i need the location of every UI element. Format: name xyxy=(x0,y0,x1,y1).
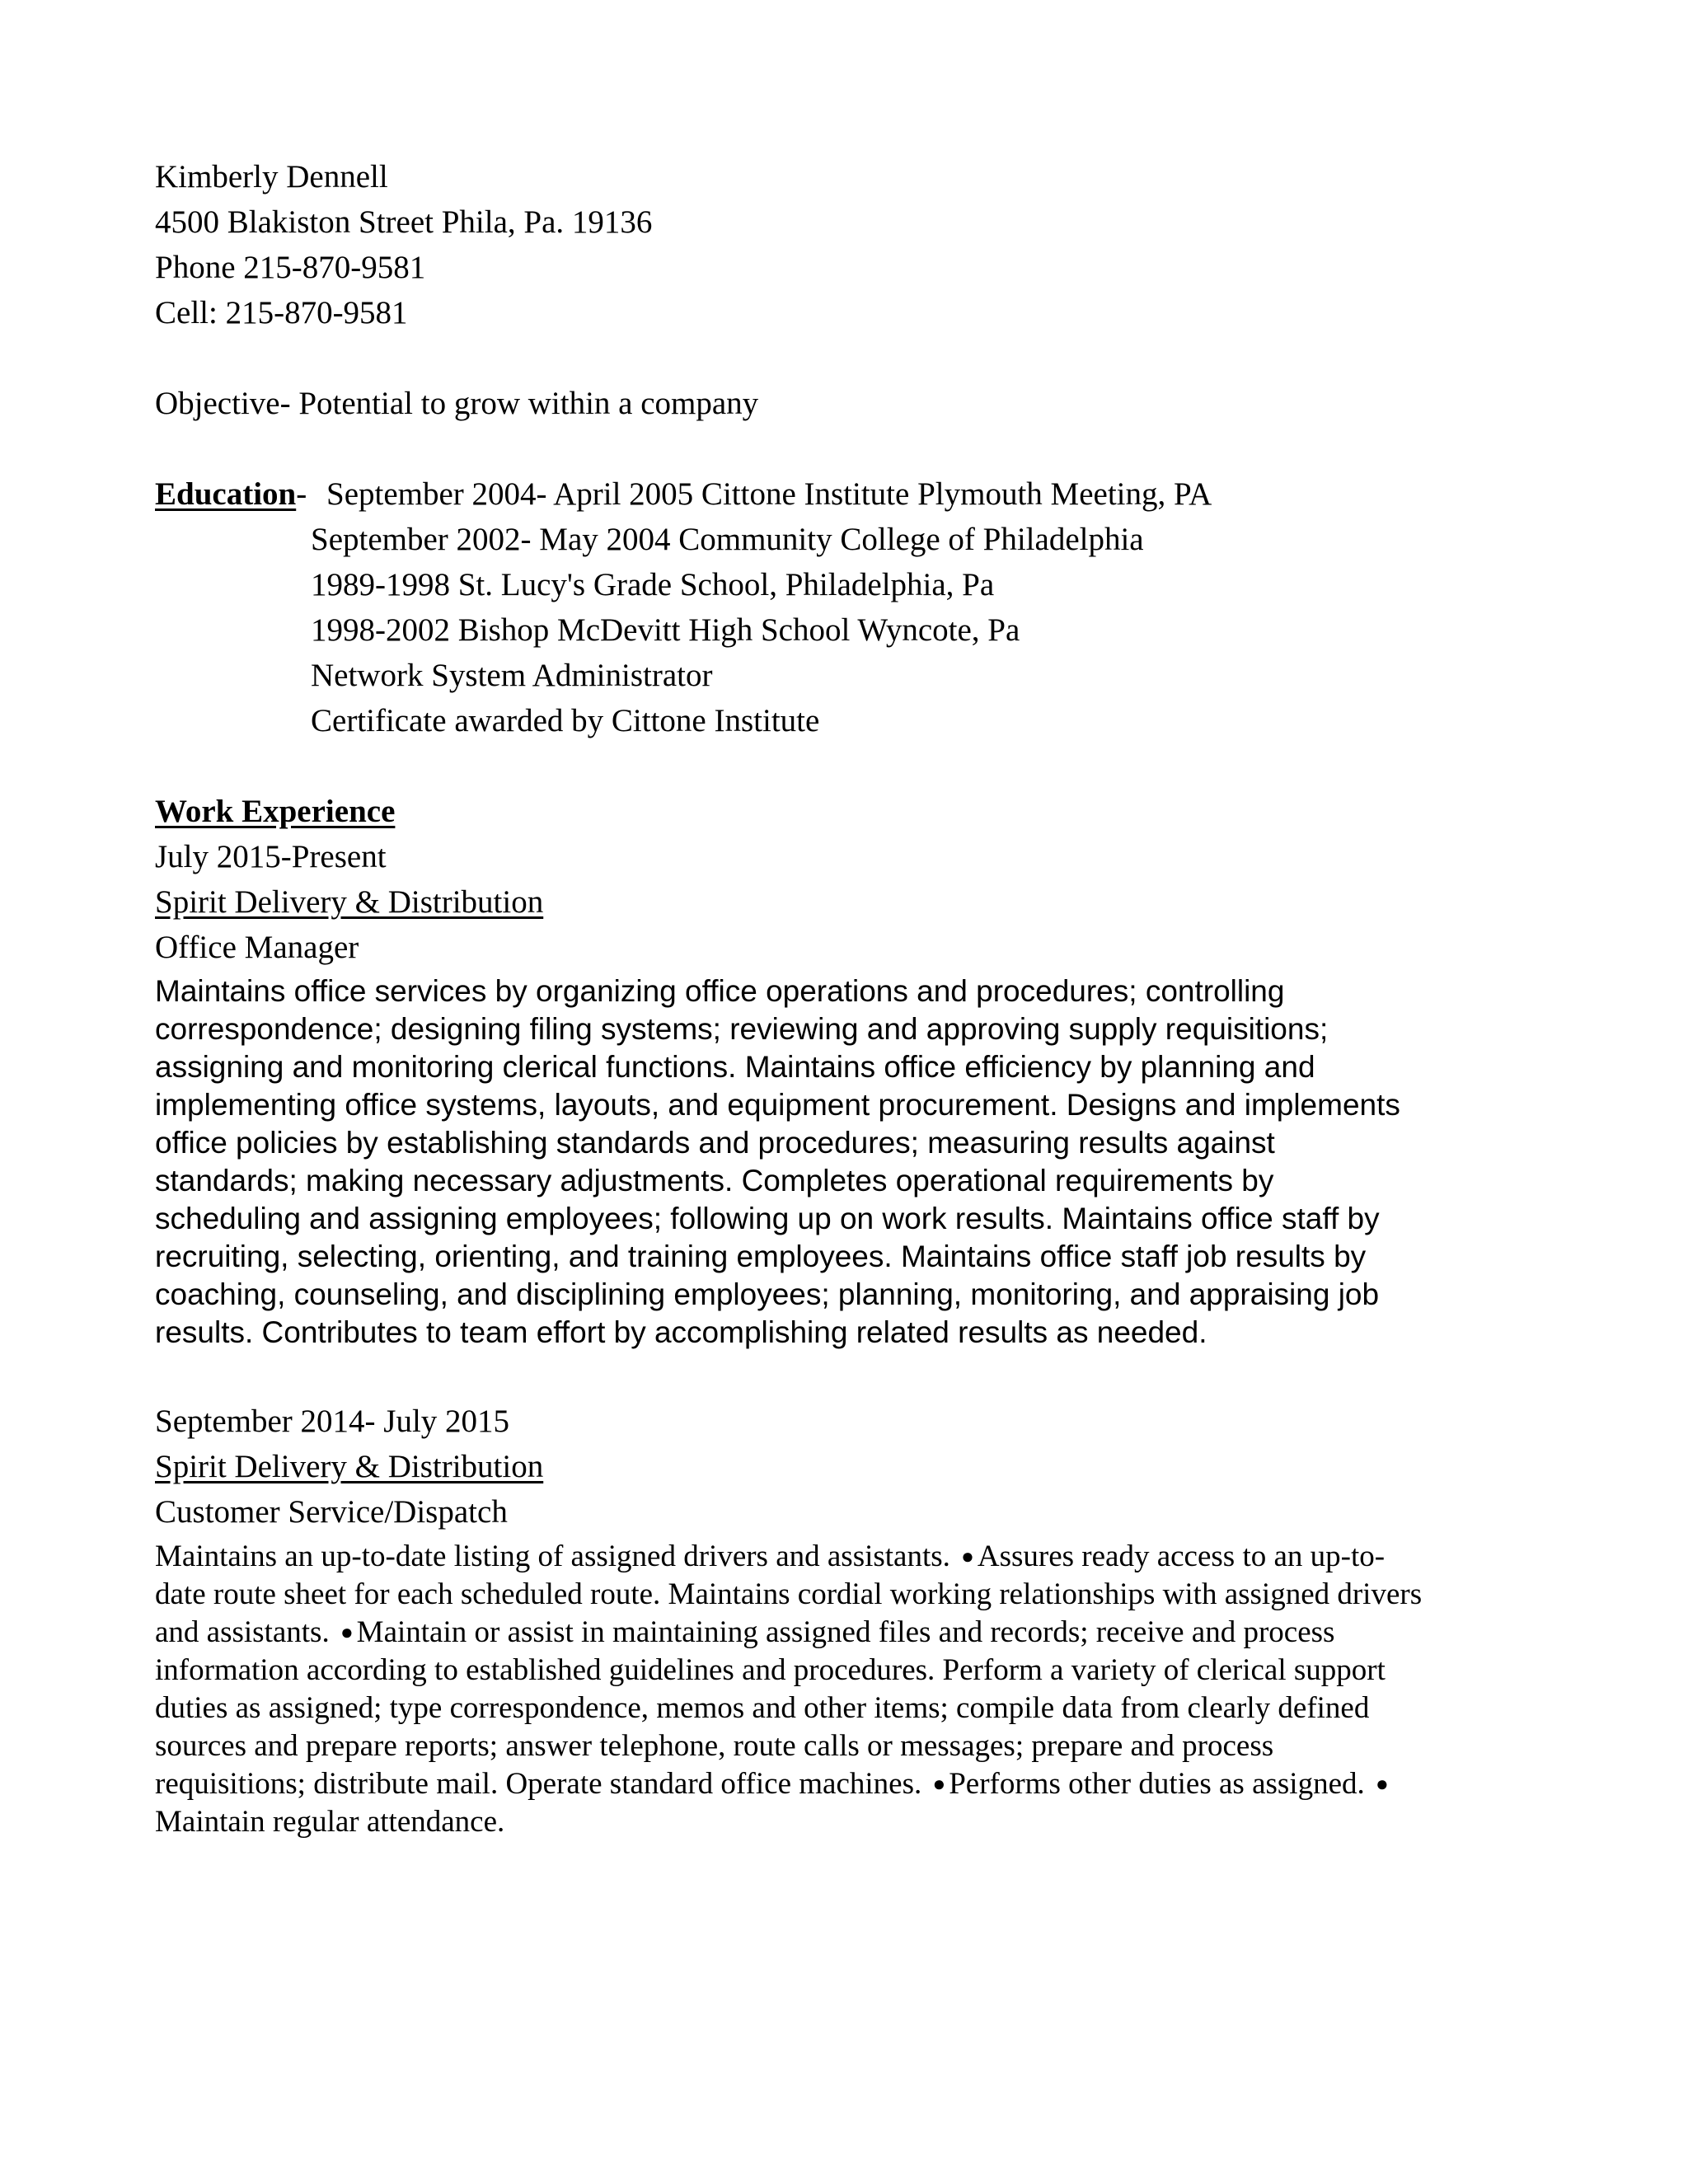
job-description xyxy=(155,972,1540,1352)
education-item: 1998-2002 Bishop McDevitt High School Wyncote, Pa xyxy=(311,612,1020,648)
description-line: correspondence; designing filing systems; reviewing and approving supply requisitions; xyxy=(155,1012,1329,1046)
bullet-icon: ● xyxy=(1376,1772,1389,1796)
description-line: Maintains office services by organizing office operations and procedures; controlling xyxy=(155,974,1285,1008)
description-line: coaching, counseling, and disciplining employees; planning, monitoring, and appraising job xyxy=(155,1277,1380,1311)
description-line: standards; making necessary adjustments. Completes operational requirements by xyxy=(155,1164,1274,1197)
education-heading-row xyxy=(155,476,307,513)
description-text: requisitions; distribute mail. Operate standard office machines. xyxy=(155,1767,922,1801)
applicant-name: Kimberly Dennell xyxy=(155,159,388,194)
cell-line: Cell: 215-870-9581 xyxy=(155,295,408,330)
description-line xyxy=(155,1538,1556,1576)
bullet-icon: ● xyxy=(340,1620,354,1644)
description-line: scheduling and assigning employees; following up on work results. Maintains office staff by xyxy=(155,1202,1380,1235)
description-line: office policies by establishing standards and procedures; measuring results against xyxy=(155,1126,1275,1160)
education-item: 1989-1998 St. Lucy's Grade School, Philadelphia, Pa xyxy=(311,567,995,602)
bullet-icon: ● xyxy=(961,1544,974,1568)
description-line: information according to established guidelines and procedures. Perform a variety of clerical support xyxy=(155,1653,1386,1687)
job-dates: July 2015-Present xyxy=(155,839,387,874)
objective-line: Objective- Potential to grow within a company xyxy=(155,386,759,421)
description-line xyxy=(155,1765,1556,1803)
phone-line: Phone 215-870-9581 xyxy=(155,250,426,285)
description-text: and assistants. xyxy=(155,1615,330,1649)
description-line xyxy=(155,1614,1556,1652)
education-item: Network System Administrator xyxy=(311,658,713,693)
address-line: 4500 Blakiston Street Phila, Pa. 19136 xyxy=(155,204,653,240)
job-company: Spirit Delivery & Distribution xyxy=(155,1449,544,1484)
education-item: September 2002- May 2004 Community College of Philadelphia xyxy=(311,522,1144,557)
description-line: Maintain regular attendance. xyxy=(155,1805,505,1839)
job-title: Customer Service/Dispatch xyxy=(155,1494,508,1530)
description-line: sources and prepare reports; answer telephone, route calls or messages; prepare and process xyxy=(155,1729,1274,1763)
job-description xyxy=(155,1538,1556,1841)
description-line: duties as assigned; type correspondence, memos and other items; compile data from clearly defined xyxy=(155,1691,1370,1725)
job-title: Office Manager xyxy=(155,930,359,965)
work-experience-heading: Work Experience xyxy=(155,794,396,829)
description-line: results. Contributes to team effort by accomplishing related results as needed. xyxy=(155,1315,1207,1349)
education-item: Certificate awarded by Cittone Institute xyxy=(311,703,820,738)
education-item: September 2004- April 2005 Cittone Institute Plymouth Meeting, PA xyxy=(326,476,1212,512)
description-text: Maintain or assist in maintaining assigned files and records; receive and process xyxy=(356,1615,1335,1649)
education-heading: Education xyxy=(155,476,297,512)
education-dash: - xyxy=(296,476,307,512)
description-text: Assures ready access to an up-to- xyxy=(977,1540,1386,1573)
description-line: date route sheet for each scheduled route. Maintains cordial working relationships with assigned drivers xyxy=(155,1577,1423,1611)
job-company: Spirit Delivery & Distribution xyxy=(155,884,544,920)
job-dates: September 2014- July 2015 xyxy=(155,1404,510,1439)
description-text: Maintains an up-to-date listing of assigned drivers and assistants. xyxy=(155,1540,950,1573)
description-line: assigning and monitoring clerical functions. Maintains office efficiency by planning and xyxy=(155,1050,1315,1084)
description-line: implementing office systems, layouts, and equipment procurement. Designs and implements xyxy=(155,1088,1400,1122)
description-text: Performs other duties as assigned. xyxy=(949,1767,1365,1801)
description-line: recruiting, selecting, orienting, and training employees. Maintains office staff job results by xyxy=(155,1240,1367,1273)
bullet-icon: ● xyxy=(932,1772,946,1796)
